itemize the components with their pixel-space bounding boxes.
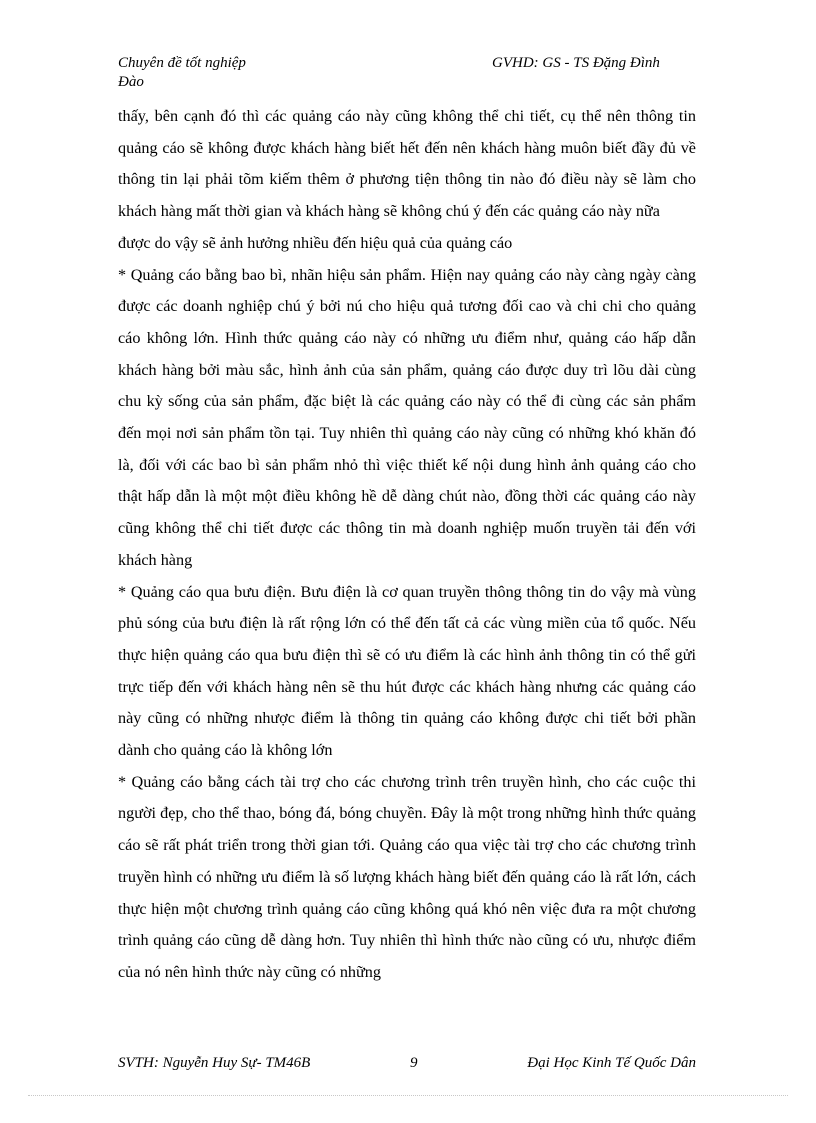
header-right: GVHD: GS - TS Đặng Đình <box>492 55 660 71</box>
page-bottom-divider <box>28 1095 788 1096</box>
paragraph: * Quảng cáo qua bưu điện. Bưu điện là cơ quan truyền thông thông tin do vậy mà vùng phủ sóng của bưu điện là rất rộng lớn có thể đến tất cả các vùng miền của tổ quốc. Nếu thực hiện quảng cáo qua bưu điện thì sẽ có ưu điểm là các hình ảnh thông tin có thể gửi trực tiếp đến với khách hàng nên sẽ thu hút được các khách hàng nhưng các quảng cáo này cũng có những nhược điểm là thông tin quảng cáo không được chi tiết bởi phần dành cho quảng cáo là không lớn <box>118 582 696 760</box>
paragraph: * Quảng cáo bằng bao bì, nhãn hiệu sản phẩm. Hiện nay quảng cáo này càng ngày càng được các doanh nghiệp chú ý bởi nú cho hiệu quả tương đối cao và chi chi cho quảng cáo không lớn. Hình thức quảng cáo này có những ưu điểm như, quảng cáo hấp dẫn khách hàng bởi màu sắc, hình ảnh của sản phẩm, quảng cáo được duy trì lõu dài cùng chu kỳ sống của sản phẩm, đặc biệt là các quảng cáo này có thể đi cùng các sản phẩm đến mọi nơi sản phẩm tồn tại. Tuy nhiên thì quảng cáo này cũng có những khó khăn đó là, đối với các bao bì sản phẩm nhỏ thì việc thiết kế nội dung hình ảnh quảng cáo cho thật hấp dẫn là một một điều không hề dễ dàng chút nào, đồng thời các quảng cáo này cũng không thể chi tiết được các thông tin mà doanh nghiệp muốn truyền tải đến với khách hàng <box>118 265 696 569</box>
document-body <box>118 101 696 989</box>
footer-left: SVTH: Nguyễn Huy Sự- TM46B <box>118 1055 311 1071</box>
paragraph: được do vậy sẽ ảnh hưởng nhiều đến hiệu quả của quảng cáo <box>118 233 513 252</box>
header-left: Chuyên đề tốt nghiệp <box>118 55 246 71</box>
footer-right: Đại Học Kinh Tế Quốc Dân <box>527 1055 696 1071</box>
paragraph: thấy, bên cạnh đó thì các quảng cáo này cũng không thể chi tiết, cụ thể nên thông tin quảng cáo sẽ không được khách hàng biết hết đến nên khách hàng muôn biết đầy đủ về thông tin lại phải tõm kiếm thêm ở phương tiện thông tin nào đó điều này sẽ làm cho khách hàng mất thời gian và khách hàng sẽ không chú ý đến các quảng cáo này nữa <box>118 107 696 221</box>
paragraph: * Quảng cáo bằng cách tài trợ cho các chương trình trên truyền hình, cho các cuộc thi người đẹp, cho thể thao, bóng đá, bóng chuyền. Đây là một trong những hình thức quảng cáo sẽ rất phát triển trong thời gian tới. Quảng cáo qua việc tài trợ cho các chương trình truyền hình có những ưu điểm là số lượng khách hàng biết đến quảng cáo là rất lớn, cách thực hiện một chương trình quảng cáo cũng không quá khó nên việc đưa ra một chương trình quảng cáo cũng dễ dàng hơn. Tuy nhiên thì hình thức nào cũng có ưu, nhược điểm của nó nên hình thức này cũng có những <box>118 772 696 981</box>
header-right-wrap: Đào <box>118 74 144 90</box>
page-footer <box>118 1055 696 1073</box>
page-number: 9 <box>410 1055 418 1071</box>
